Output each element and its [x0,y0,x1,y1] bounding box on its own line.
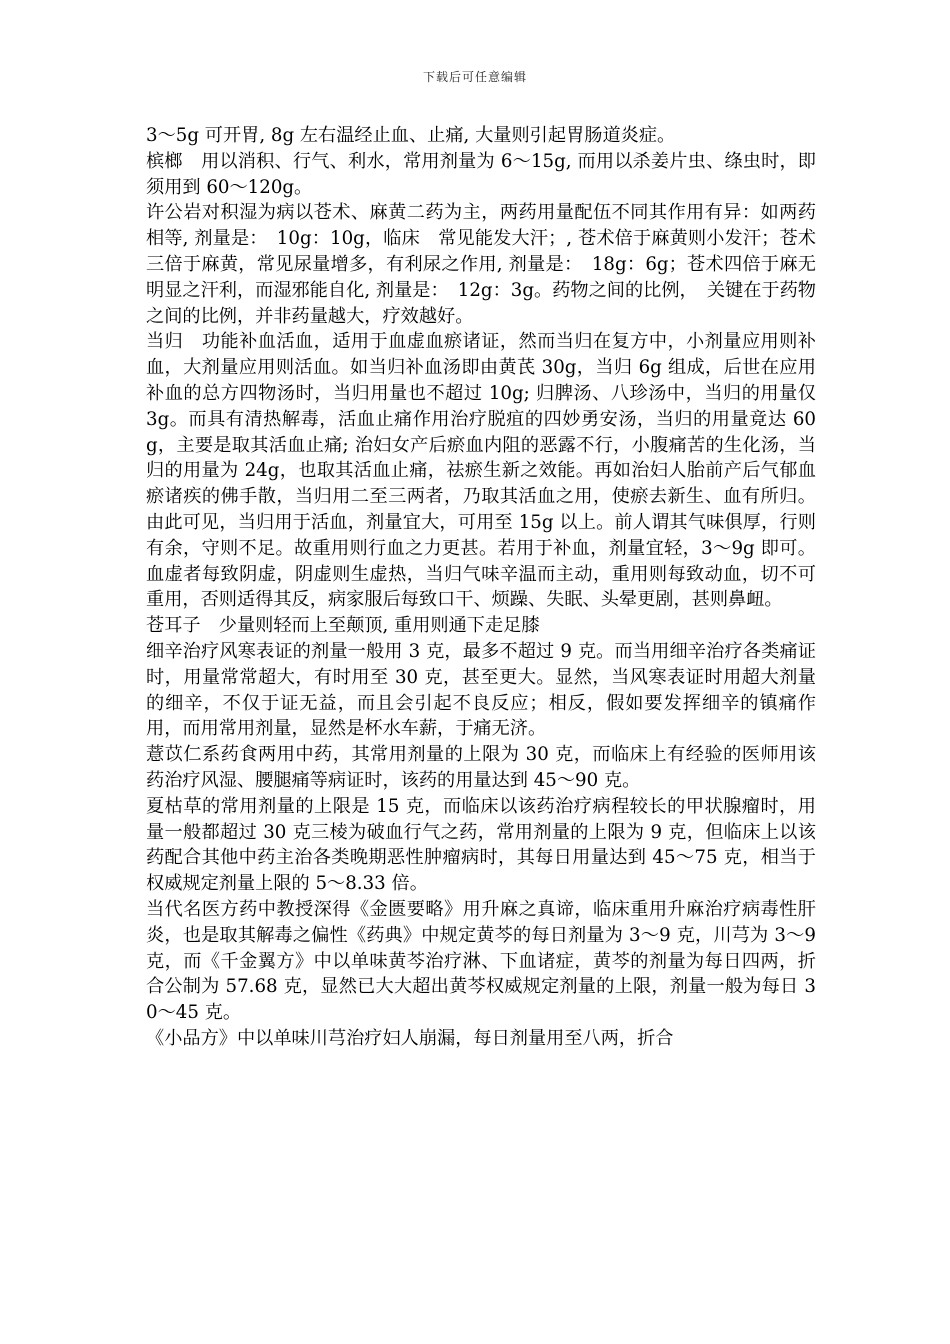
paragraph-danggui: 当归 功能补血活血，适用于血虚血瘀诸证，然而当归在复方中，小剂量应用则补血，大剂量应用则活血。如当归补血汤即由黄芪 30g，当归 6g 组成，后世在应用补血的总方四物汤时，当归用量也不超过 10g; 归脾汤、八珍汤中，当归的用量仅 3g。而具有清热解毒，活血止痛作用治疗脱疽的四妙勇安汤，当归的用量竟达 60g，主要是取其活血止痛; 治妇女产后瘀血内阻的恶露不行，小腹痛苦的生化汤，当归的用量为 24g，也取其活血止痛，祛瘀生新之效能。再如治妇人胎前产后气郁血瘀诸疾的佛手散，当归用二至三两者，乃取其活血之用，使瘀去新生、血有所归。由此可见，当归用于活血，剂量宜大，可用至 15g 以上。前人谓其气味俱厚，行则有余，守则不足。故重用则行血之力更甚。若用于补血，剂量宜轻，3～9g 即可。血虚者每致阴虚，阴虚则生虚热，当归气味辛温而主动，重用则每致动血，切不可重用，否则适得其反，病家服后每致口干、烦躁、失眠、头晕更剧，甚则鼻衄。 [146,331,816,611]
document-body [146,123,816,1052]
paragraph-xu-gongyan: 许公岩对积湿为病以苍术、麻黄二药为主，两药用量配伍不同其作用有异：如两药相等, 剂量是： 10g：10g，临床 常见能发大汗；, 苍术倍于麻黄则小发汗；苍术三倍于麻黄，常见尿量增多，有利尿之作用, 剂量是： 18g：6g；苍术四倍于麻无明显之汗利，而湿邪能自化, 剂量是： 12g：3g。药物之间的比例， 关键在于药物之间的比例，并非药量越大，疗效越好。 [146,202,816,327]
paragraph-wenjing: 3～5g 可开胃, 8g 左右温经止血、止痛, 大量则引起胃肠道炎症。 [146,125,676,146]
paragraph-xixin: 细辛治疗风寒表证的剂量一般用 3 克，最多不超过 9 克。而当用细辛治疗各类痛证时，用量常常超大，有时用至 30 克，甚至更大。显然，当风寒表证时用超大剂量的细辛，不仅于证无益，而且会引起不良反应；相反，假如要发挥细辛的镇痛作用，而用常用剂量，显然是杯水车薪，于痛无济。 [146,640,816,740]
paragraph-yiyiren: 薏苡仁系药食两用中药，其常用剂量的上限为 30 克，而临床上有经验的医师用该药治疗风湿、腰腿痛等病证时，该药的用量达到 45～90 克。 [146,744,816,791]
page-header: 下载后可任意编辑 [422,70,527,84]
paragraph-xiaopinfang: 《小品方》中以单味川芎治疗妇人崩漏，每日剂量用至八两，折合 [146,1027,674,1049]
paragraph-binglang: 槟榔 用以消积、行气、利水，常用剂量为 6～15g, 而用以杀姜片虫、绦虫时，即须用到 60～120g。 [146,150,816,198]
paragraph-cangerzi: 苍耳子 少量则轻而上至颠顶, 重用则通下走足膝 [146,615,540,637]
paragraph-shengma-huangqin: 当代名医方药中教授深得《金匮要略》用升麻之真谛，临床重用升麻治疗病毒性肝炎，也是取其解毒之偏性《药典》中规定黄芩的每日剂量为 3～9 克，川芎为 3～9 克，而《千金翼方》中以单味黄芩治疗淋、下血诸症，黄芩的剂量为每日四两，折合公制为 57.68 克，显然已大大超出黄芩权威规定剂量的上限，剂量一般为每日 30～45 克。 [146,898,816,1024]
paragraph-xiakucao: 夏枯草的常用剂量的上限是 15 克，而临床以该药治疗病程较长的甲状腺瘤时，用量一般都超过 30 克三棱为破血行气之药，常用剂量的上限为 9 克，但临床上以该药配合其他中药主治各类晚期恶性肿瘤病时，其每日用量达到 45～75 克，相当于权威规定剂量上限的 5～8.33 倍。 [146,795,816,895]
